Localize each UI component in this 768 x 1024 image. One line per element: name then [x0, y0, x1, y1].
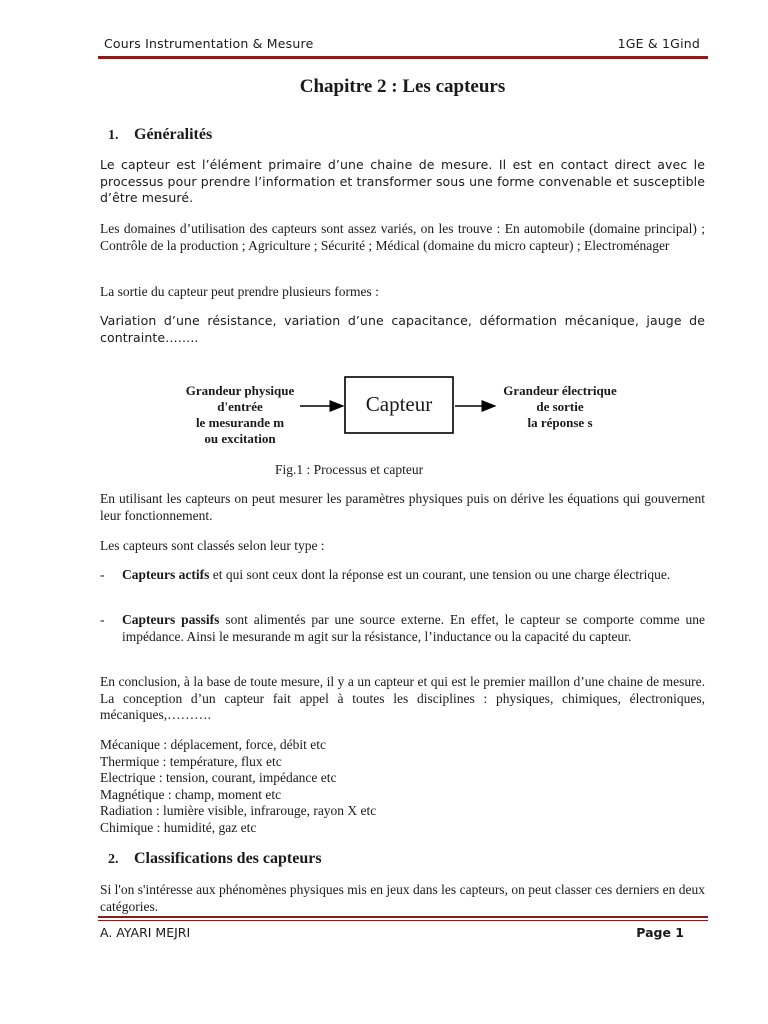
output-label-line: Grandeur électrique: [503, 383, 617, 398]
chapter-title: Chapitre 2 : Les capteurs: [299, 76, 506, 97]
bullet-dash: -: [100, 612, 105, 627]
bullet-term: Capteurs actifs: [122, 567, 210, 582]
section-number: 2.: [108, 852, 119, 867]
paragraph-definition: Le capteur est l’élément primaire d’une chaine de mesure. Il est en contact direct avec le processus pour prendre l’information et transformer sous une forme convenable et susceptible d’être mesuré.: [100, 157, 705, 205]
page-footer: [98, 923, 708, 943]
list-item: Thermique : température, flux etc: [100, 753, 282, 769]
bullet-dash: -: [100, 567, 105, 582]
footer-author: A. AYARI MEJRI: [100, 925, 191, 940]
figure-caption: Fig.1 : Processus et capteur: [275, 462, 424, 477]
disciplines-list: [100, 737, 500, 836]
input-label-line: d'entrée: [217, 399, 263, 414]
list-item: Chimique : humidité, gaz etc: [100, 819, 257, 835]
paragraph-domains: Les domaines d’utilisation des capteurs sont assez variés, on les trouve : En automobile (domaine principal) ; Contrôle de la production ; Agriculture ; Sécurité ; Médical (domaine du micro capteur) ; Electroménager: [100, 221, 705, 253]
section-heading-2: [108, 850, 322, 868]
bullet-term: Capteurs passifs: [122, 612, 220, 627]
header-course-title: Cours Instrumentation & Mesure: [104, 36, 314, 51]
footer-page-number: Page 1: [636, 925, 684, 940]
bullet-active-sensors: [100, 567, 705, 601]
output-label: [490, 383, 630, 431]
bullet-description: et qui sont ceux dont la réponse est un courant, une tension ou une charge électrique.: [209, 567, 671, 582]
section-number: 1.: [108, 128, 119, 143]
list-item: Magnétique : champ, moment etc: [100, 786, 282, 802]
input-label-line: le mesurande m: [195, 415, 285, 430]
input-label-line: ou excitation: [204, 431, 276, 446]
list-item: Mécanique : déplacement, force, débit etc: [100, 737, 327, 752]
input-label-line: Grandeur physique: [185, 383, 295, 398]
bullet-passive-sensors: [100, 612, 705, 662]
section-title: Classifications des capteurs: [134, 850, 322, 867]
page-header: [98, 34, 708, 54]
list-item: Radiation : lumière visible, infrarouge, rayon X etc: [100, 803, 377, 818]
paragraph-output-forms: La sortie du capteur peut prendre plusieurs formes :: [100, 284, 379, 299]
list-item: Electrique : tension, courant, impédance etc: [100, 770, 337, 785]
paragraph-categories: Si l'on s'intéresse aux phénomènes physiques mis en jeux dans les capteurs, on peut classer ces derniers en deux catégories.: [100, 882, 705, 914]
paragraph-variations: Variation d’une résistance, variation d’une capacitance, déformation mécanique, jauge de contrainte……..: [100, 313, 705, 345]
header-rule: [98, 56, 708, 59]
paragraph-classification: Les capteurs sont classés selon leur type :: [100, 538, 325, 553]
header-class-label: 1GE & 1Gind: [617, 36, 700, 51]
paragraph-conclusion: En conclusion, à la base de toute mesure, il y a un capteur et qui est le premier maillon d’une chaine de mesure. La conception d’un capteur fait appel à toutes les disciplines : physiques, chimiques, électroniques, mécaniques,……….: [100, 674, 705, 722]
output-label-line: de sortie: [536, 399, 584, 414]
sensor-diagram: [165, 372, 635, 462]
output-label-line: la réponse s: [527, 415, 593, 430]
paragraph-measurement: En utilisant les capteurs on peut mesurer les paramètres physiques puis on dérive les équations qui gouvernent leur fonctionnement.: [100, 491, 705, 523]
bullet-text: [122, 567, 705, 584]
footer-rule-top: [98, 916, 708, 918]
bullet-description: sont alimentés par une source externe. En effet, le capteur se comporte comme une impédance. Ainsi le mesurande m agit sur la résistance, l’inductance ou la capacité du capteur.: [122, 612, 706, 644]
capteur-box-label: Capteur: [365, 392, 433, 416]
bullet-text: [122, 612, 705, 645]
input-label: [165, 383, 315, 447]
section-title: Généralités: [134, 126, 213, 143]
section-heading-1: [108, 126, 212, 144]
footer-rule-bottom: [98, 920, 708, 921]
